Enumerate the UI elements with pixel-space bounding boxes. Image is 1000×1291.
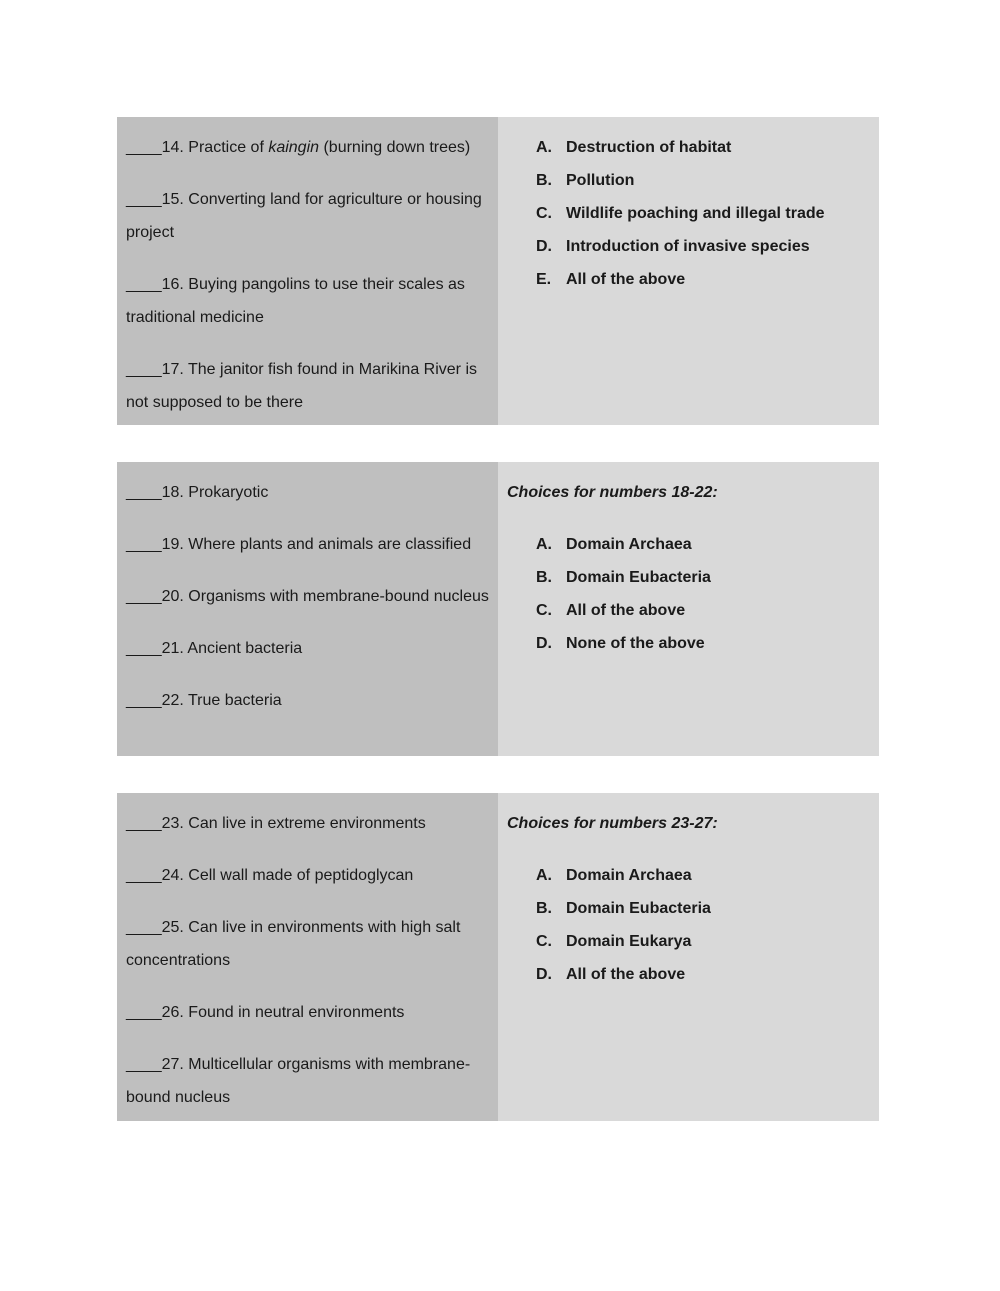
question-number: 19. — [161, 536, 184, 553]
choice-text: Wildlife poaching and illegal trade — [566, 205, 825, 222]
choice-text: Pollution — [566, 172, 635, 189]
choice-item — [507, 859, 870, 892]
questions-column — [117, 117, 498, 425]
answer-blank[interactable]: ____ — [126, 191, 162, 208]
answer-blank[interactable]: ____ — [126, 1056, 162, 1073]
question-text-end: (burning down trees) — [319, 139, 471, 156]
choice-item — [507, 164, 870, 197]
question-item — [126, 528, 489, 561]
choice-text: Introduction of invasive species — [566, 238, 810, 255]
choice-text: Destruction of habitat — [566, 139, 732, 156]
choice-item — [507, 561, 870, 594]
question-text: Can live in extreme environments — [188, 815, 426, 832]
question-item — [126, 353, 489, 419]
matching-block-1 — [117, 117, 879, 425]
question-number: 26. — [161, 1004, 184, 1021]
choice-item — [507, 925, 870, 958]
answer-blank[interactable]: ____ — [126, 361, 162, 378]
question-item — [126, 632, 489, 665]
answer-blank[interactable]: ____ — [126, 640, 162, 657]
choice-letter: C. — [536, 602, 552, 619]
answer-blank[interactable]: ____ — [126, 139, 162, 156]
choice-letter: A. — [536, 536, 552, 553]
question-text: Converting land for agriculture or housing project — [126, 191, 482, 241]
choice-text: All of the above — [566, 271, 686, 288]
choices-column — [498, 117, 879, 425]
question-text: Where plants and animals are classified — [188, 536, 472, 553]
choice-text: Domain Eubacteria — [566, 569, 711, 586]
choice-item — [507, 528, 870, 561]
question-item — [126, 268, 489, 334]
question-number: 22. — [161, 692, 184, 709]
question-text: True bacteria — [188, 692, 282, 709]
question-number: 17. — [161, 361, 184, 378]
choice-item — [507, 230, 870, 263]
question-text: Can live in environments with high salt concentrations — [126, 919, 461, 969]
question-number: 18. — [161, 484, 184, 501]
question-text: Organisms with membrane-bound nucleus — [188, 588, 489, 605]
choice-item — [507, 263, 870, 296]
choice-letter: A. — [536, 139, 552, 156]
question-text: The janitor fish found in Marikina River is not supposed to be there — [126, 361, 478, 411]
choice-text: All of the above — [566, 602, 686, 619]
choices-heading: Choices for numbers 23-27: — [507, 815, 718, 832]
choice-item — [507, 892, 870, 925]
question-item — [126, 996, 489, 1029]
question-text: Cell wall made of peptidoglycan — [188, 867, 414, 884]
choice-text: Domain Eukarya — [566, 933, 692, 950]
question-number: 21. — [161, 640, 184, 657]
question-number: 25. — [161, 919, 184, 936]
choice-letter: C. — [536, 933, 552, 950]
question-item — [126, 131, 489, 164]
question-text: Found in neutral environments — [188, 1004, 405, 1021]
answer-blank[interactable]: ____ — [126, 536, 162, 553]
question-number: 14. — [161, 139, 184, 156]
choice-text: Domain Archaea — [566, 536, 692, 553]
choice-letter: C. — [536, 205, 552, 222]
question-item — [126, 580, 489, 613]
question-item — [126, 859, 489, 892]
question-text: Ancient bacteria — [187, 640, 303, 657]
choice-item — [507, 131, 870, 164]
question-number: 20. — [161, 588, 184, 605]
question-number: 27. — [161, 1056, 184, 1073]
question-text: Practice of — [188, 139, 269, 156]
choice-text: None of the above — [566, 635, 705, 652]
choice-letter: D. — [536, 635, 552, 652]
question-number: 23. — [161, 815, 184, 832]
answer-blank[interactable]: ____ — [126, 867, 162, 884]
choice-letter: B. — [536, 172, 552, 189]
choices-heading: Choices for numbers 18-22: — [507, 484, 718, 501]
choice-letter: A. — [536, 867, 552, 884]
question-number: 24. — [161, 867, 184, 884]
question-item — [126, 911, 489, 977]
choices-column — [498, 462, 879, 756]
question-item — [126, 183, 489, 249]
choice-letter: B. — [536, 569, 552, 586]
question-number: 15. — [161, 191, 184, 208]
choice-item — [507, 627, 870, 660]
choice-text: All of the above — [566, 966, 686, 983]
answer-blank[interactable]: ____ — [126, 484, 162, 501]
answer-blank[interactable]: ____ — [126, 815, 162, 832]
answer-blank[interactable]: ____ — [126, 692, 162, 709]
choice-item — [507, 197, 870, 230]
answer-blank[interactable]: ____ — [126, 919, 162, 936]
answer-blank[interactable]: ____ — [126, 276, 162, 293]
question-item — [126, 1048, 489, 1114]
question-italic-term: kaingin — [268, 139, 320, 156]
choice-letter: B. — [536, 900, 552, 917]
question-item — [126, 476, 489, 509]
matching-block-2 — [117, 462, 879, 756]
choice-item — [507, 958, 870, 991]
question-item — [126, 684, 489, 717]
choice-letter: E. — [536, 271, 552, 288]
choices-column — [498, 793, 879, 1121]
question-item — [126, 807, 489, 840]
choice-letter: D. — [536, 966, 552, 983]
choice-letter: D. — [536, 238, 552, 255]
question-number: 16. — [161, 276, 184, 293]
question-text: Prokaryotic — [188, 484, 269, 501]
choice-item — [507, 594, 870, 627]
questions-column — [117, 462, 498, 756]
answer-blank[interactable]: ____ — [126, 588, 162, 605]
choice-text: Domain Eubacteria — [566, 900, 711, 917]
answer-blank[interactable]: ____ — [126, 1004, 162, 1021]
question-text: Buying pangolins to use their scales as traditional medicine — [126, 276, 465, 326]
question-text: Multicellular organisms with membrane-bound nucleus — [126, 1056, 471, 1106]
questions-column — [117, 793, 498, 1121]
choice-text: Domain Archaea — [566, 867, 692, 884]
matching-block-3 — [117, 793, 879, 1121]
